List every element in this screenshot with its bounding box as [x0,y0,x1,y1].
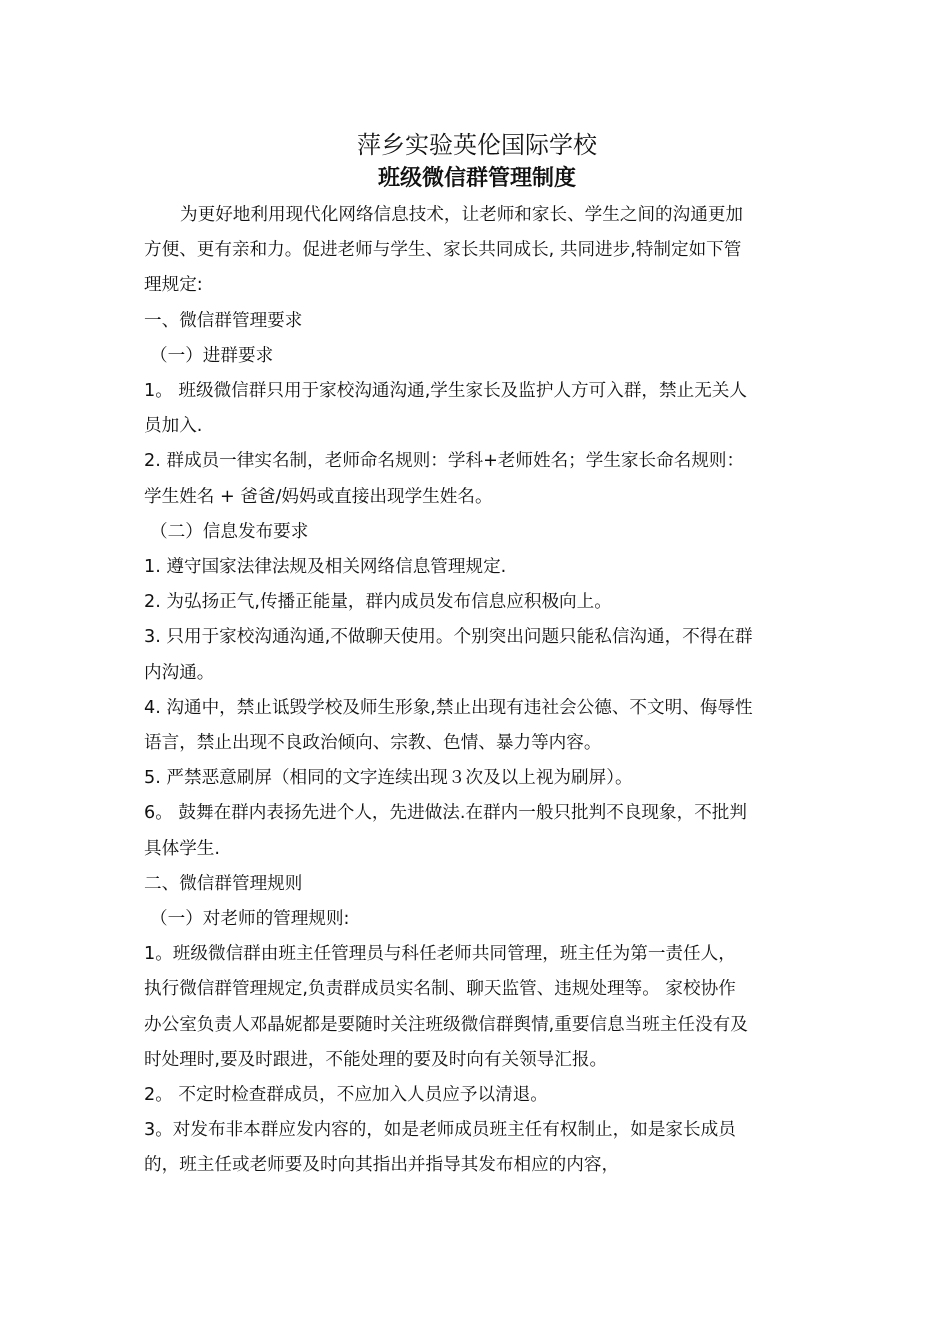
rule-line: 2. 群成员一律实名制，老师命名规则：学科+老师姓名；学生家长命名规则： [144,451,745,472]
intro-line-1: 为更好地利用现代化网络信息技术，让老师和家长、学生之间的沟通更加 [180,205,744,225]
rule-line: 的，班主任或老师要及时向其指出并指导其发布相应的内容， [144,1155,620,1176]
rule-line: 学生姓名 + 爸爸/妈妈或直接出现学生姓名。 [144,486,493,507]
rule-line: 2。 不定时检查群成员，不应加入人员应予以清退。 [144,1085,548,1106]
subsection-heading-1-2: （二）信息发布要求 [150,521,309,542]
rule-line: 5. 严禁恶意刷屏（相同的文字连续出现３次及以上视为刷屏）。 [144,768,633,789]
rule-line: 时处理时,要及时跟进，不能处理的要及时向有关领导汇报。 [144,1049,608,1070]
rule-line: 1。 班级微信群只用于家校沟通沟通,学生家长及监护人方可入群，禁止无关人 [144,381,747,402]
subsection-heading-1-1: （一）进群要求 [150,345,274,366]
section-heading-2: 二、微信群管理规则 [144,873,303,894]
section-heading-1: 一、微信群管理要求 [144,310,303,331]
rule-line: 3。对发布非本群应发内容的，如是老师成员班主任有权制止，如是家长成员 [144,1120,736,1141]
rule-line: 执行微信群管理规定,负责群成员实名制、聊天监管、违规处理等。 家校协作 [144,979,736,1000]
rule-line: 具体学生. [144,838,220,859]
intro-line-2: 方便、更有亲和力。促进老师与学生、家长共同成长, 共同进步,特制定如下管 [144,240,742,261]
rule-line: 4. 沟通中，禁止诋毁学校及师生形象,禁止出现有违社会公德、不文明、侮辱性 [144,697,753,718]
rule-line: 员加入. [144,416,203,437]
school-name: 萍乡实验英伦国际学校 [357,131,597,159]
intro-line-3: 理规定: [144,275,203,296]
rule-line: 2. 为弘扬正气,传播正能量，群内成员发布信息应积极向上。 [144,592,612,613]
rule-line: 1. 遵守国家法律法规及相关网络信息管理规定. [144,557,507,578]
rule-line: 办公室负责人邓晶妮都是要随时关注班级微信群舆情,重要信息当班主任没有及 [144,1014,748,1035]
document-title: 班级微信群管理制度 [377,166,576,191]
rule-line: 6。 鼓舞在群内表扬先进个人，先进做法.在群内一般只批判不良现象，不批判 [144,803,747,824]
document-body [144,128,810,1184]
rule-line: 3. 只用于家校沟通沟通,不做聊天使用。个别突出问题只能私信沟通，不得在群 [144,627,753,648]
subsection-heading-2-1: （一）对老师的管理规则: [150,909,350,930]
rule-line: 语言，禁止出现不良政治倾向、宗教、色情、暴力等内容。 [144,733,602,754]
rule-line: 1。班级微信群由班主任管理员与科任老师共同管理，班主任为第一责任人， [144,944,736,965]
rule-line: 内沟通。 [144,662,215,683]
